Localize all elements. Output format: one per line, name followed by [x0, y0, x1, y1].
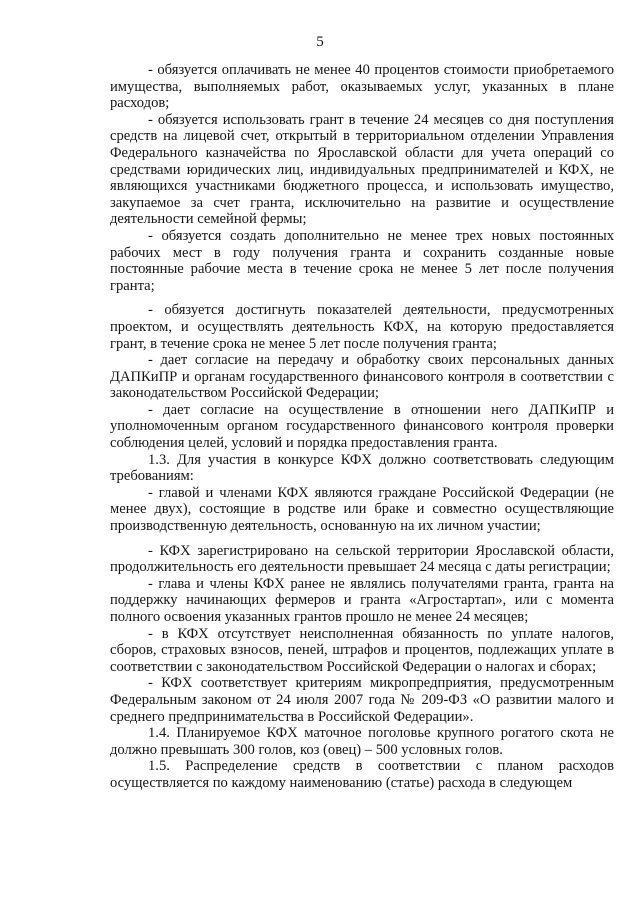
paragraph-section-1-3: 1.3. Для участия в конкурсе КФХ должно соответствовать следующим требованиям:: [110, 451, 614, 485]
paragraph-requirement-registration: - КФХ зарегистрировано на сельской территории Ярославской области, продолжительность его деятельности превышает 24 месяца с даты регистрации;: [110, 542, 614, 576]
paragraph-consent-inspection: - дает согласие на осуществление в отношении него ДАПКиПР и уполномоченным органом государственного финансового контроля проверки соблюдения целей, условий и порядка предоставления гранта.: [110, 401, 614, 452]
paragraph-consent-personal-data: - дает согласие на передачу и обработку своих персональных данных ДАПКиПР и органам государственного финансового контроля в соответствии с законодательством Российской Федерации;: [110, 352, 614, 402]
paragraph-obligation-indicators: - обязуется достигнуть показателей деятельности, предусмотренных проектом, и осуществлять деятельность КФХ, на которую предоставляется грант, в течение срока не менее 5 лет после получения гранта;: [110, 302, 614, 352]
paragraph-requirement-micro-enterprise: - КФХ соответствует критериям микропредприятия, предусмотренным Федеральным законом от 24 июля 2007 года № 209-ФЗ «О развитии малого и среднего предпринимательства в Российской Федерации».: [110, 675, 614, 725]
paragraph-section-1-5: 1.5. Распределение средств в соответствии с планом расходов осуществляется по каждому наименованию (статье) расхода в следующем: [110, 758, 614, 791]
paragraph-requirement-no-prior-grant: - глава и члены КФХ ранее не являлись получателями гранта, гранта на поддержку начинающих фермеров и гранта «Агростартап», или с момента полного освоения указанных грантов прошло не менее 24 месяцев;: [110, 575, 614, 625]
page-number: 5: [316, 34, 324, 50]
paragraph-requirement-no-tax-debt: - в КФХ отсутствует неисполненная обязанность по уплате налогов, сборов, страховых взносов, пеней, штрафов и процентов, подлежащих уплате в соответствии с законодательством Российской Федерации о налогах и сборах;: [110, 625, 614, 675]
document-body: [110, 62, 614, 792]
paragraph-obligation-new-jobs: - обязуется создать дополнительно не менее трех новых постоянных рабочих мест в году получения гранта и сохранить созданные новые постоянные рабочие места в течение срока не менее 5 лет после получения гранта;: [110, 227, 614, 294]
paragraph-requirement-citizens: - главой и членами КФХ являются граждане Российской Федерации (не менее двух), состоящие в родстве или браке и совместно осуществляющие производственную деятельность, основанную на их личном участии;: [110, 484, 614, 535]
paragraph-obligation-co-financing: - обязуется оплачивать не менее 40 процентов стоимости приобретаемого имущества, выполняемых работ, оказываемых услуг, указанных в плане расходов;: [110, 62, 614, 112]
paragraph-section-1-4: 1.4. Планируемое КФХ маточное поголовье крупного рогатого скота не должно превышать 300 голов, коз (овец) – 500 условных голов.: [110, 725, 614, 758]
paragraph-obligation-grant-use: - обязуется использовать грант в течение 24 месяцев со дня поступления средств на лицевой счет, открытый в территориальном отделении Управления Федерального казначейства по Ярославской области для учета операций со средствами юридических лиц, индивидуальных предпринимателей и КФХ, не являющихся участниками бюджетного процесса, и использовать имущество, закупаемое за счет гранта, исключительно на развитие и осуществление деятельности семейной фермы;: [110, 111, 614, 228]
